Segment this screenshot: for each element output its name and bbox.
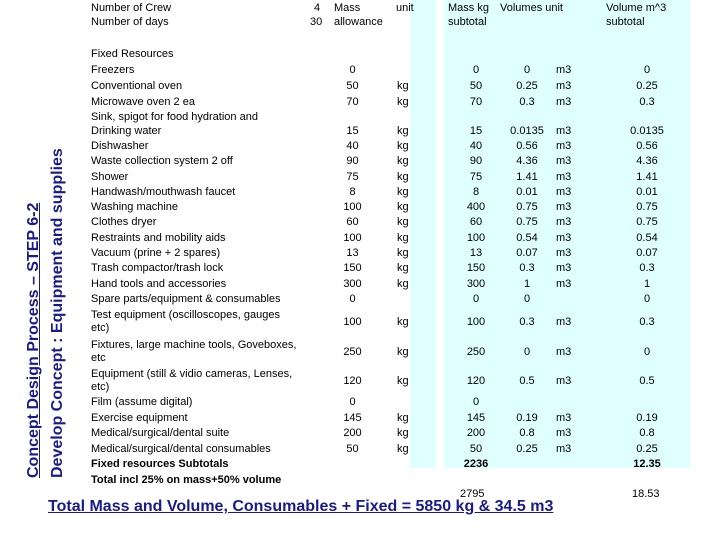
side-title	[22, 0, 72, 478]
volume-total: 18.53	[632, 488, 660, 500]
row-mass: 13	[346, 247, 359, 259]
row-mass-unit: kg	[397, 96, 409, 108]
mass-column-highlight	[410, 0, 436, 468]
crew-value: 4	[314, 2, 321, 14]
row-volume: 0.0135	[510, 125, 544, 137]
row-mass: 0	[349, 293, 356, 305]
row-name: Hand tools and accessories	[91, 278, 227, 290]
row-mass-subtotal: 0	[472, 64, 480, 76]
days-label: Number of days	[91, 16, 169, 28]
row-name: Restraints and mobility aids	[91, 232, 226, 244]
row-volume-unit: m3	[556, 80, 572, 92]
row-mass-subtotal: 50	[469, 80, 483, 92]
row-mass: 100	[343, 316, 362, 328]
row-volume-subtotal: 0.8	[639, 427, 655, 439]
row-volume-unit: m3	[556, 155, 572, 167]
row-volume: 0	[523, 64, 531, 76]
row-mass-subtotal: 120	[466, 375, 486, 387]
row-mass-unit: kg	[397, 216, 409, 228]
row-mass-subtotal: 400	[466, 201, 486, 213]
side-title-line2: Develop Concept : Equipment and supplies	[49, 148, 66, 478]
row-name: Test equipment (oscilloscopes, gauges etc)	[91, 309, 280, 334]
volumes-header: Volumes unit	[500, 2, 563, 14]
row-mass-subtotal: 70	[469, 96, 483, 108]
row-volume-subtotal: 0.25	[636, 443, 658, 455]
row-volume-unit: m3	[556, 186, 572, 198]
row-mass-unit: kg	[397, 262, 409, 274]
row-volume: 0.3	[519, 316, 535, 328]
row-volume-subtotal: 0.75	[636, 216, 658, 228]
row-mass-unit: kg	[397, 155, 409, 167]
row-name: Fixed Resources	[91, 48, 174, 60]
row-name: Waste collection system 2 off	[91, 155, 233, 167]
row-mass-subtotal: 0	[472, 293, 480, 305]
row-volume-subtotal: 0	[643, 293, 651, 305]
row-volume-subtotal: 1	[643, 278, 651, 290]
row-volume-subtotal: 0.3	[639, 262, 655, 274]
row-volume-subtotal: 0.5	[639, 375, 655, 387]
row-mass: 0	[349, 396, 356, 408]
volume-subtotal-header: subtotal	[606, 16, 645, 28]
row-mass: 70	[346, 96, 359, 108]
row-volume-subtotal: 0.54	[636, 232, 658, 244]
row-mass: 8	[349, 186, 356, 198]
row-volume: 0.75	[516, 201, 538, 213]
row-name: Exercise equipment	[91, 412, 188, 424]
row-mass-subtotal: 100	[466, 316, 486, 328]
row-volume: 0	[523, 293, 531, 305]
row-mass-unit: kg	[397, 346, 409, 358]
row-volume: 0.3	[519, 96, 535, 108]
row-mass: 60	[346, 216, 359, 228]
row-mass: 0	[349, 64, 356, 76]
row-mass-subtotal: 100	[466, 232, 486, 244]
row-mass: 100	[343, 232, 362, 244]
row-volume-unit: m3	[556, 247, 572, 259]
row-mass-unit: kg	[397, 278, 409, 290]
row-mass-subtotal: 15	[469, 125, 483, 137]
row-mass-unit: kg	[397, 316, 409, 328]
row-mass-subtotal: 50	[469, 443, 483, 455]
row-volume: 0.5	[519, 375, 535, 387]
row-volume-subtotal: 0.25	[636, 80, 658, 92]
row-name: Fixed resources Subtotals	[91, 458, 229, 470]
row-name: Vacuum (prine + 2 spares)	[91, 247, 221, 259]
row-volume-subtotal: 0.19	[636, 412, 658, 424]
row-volume: 0.3	[519, 262, 535, 274]
row-name: Film (assume digital)	[91, 396, 193, 408]
row-mass: 300	[343, 278, 362, 290]
row-volume-unit: m3	[556, 140, 572, 152]
row-volume-subtotal: 0	[643, 64, 651, 76]
row-mass-unit: kg	[397, 125, 409, 137]
days-value: 30	[310, 16, 323, 28]
row-name: Drinking water	[91, 125, 162, 137]
row-mass-unit: kg	[397, 247, 409, 259]
row-volume: 0.07	[516, 247, 538, 259]
row-mass-subtotal: 40	[469, 140, 483, 152]
row-name: Microwave oven 2 ea	[91, 96, 195, 108]
row-mass: 145	[343, 412, 362, 424]
row-mass-subtotal: 75	[469, 171, 483, 183]
row-volume-unit: m3	[556, 232, 572, 244]
row-volume-subtotal: 0.0135	[630, 125, 664, 137]
mass-subtotal-header: subtotal	[448, 16, 487, 28]
row-mass: 200	[343, 427, 362, 439]
row-mass: 90	[346, 155, 359, 167]
unit-header: unit	[396, 2, 414, 14]
row-volume-unit: m3	[556, 346, 572, 358]
row-volume-unit: m3	[556, 316, 572, 328]
total-banner: Total Mass and Volume, Consumables + Fixed = 5850 kg & 34.5 m3	[48, 498, 554, 515]
row-mass-unit: kg	[397, 80, 409, 92]
row-volume: 4.36	[516, 155, 538, 167]
row-name: Dishwasher	[91, 140, 149, 152]
row-mass: 40	[346, 140, 359, 152]
row-mass-subtotal: 145	[466, 412, 486, 424]
row-mass-unit: kg	[397, 232, 409, 244]
row-name: Washing machine	[91, 201, 179, 213]
row-volume-subtotal: 0	[643, 346, 651, 358]
side-title-line1: Concept Design Process – STEP 6-2	[25, 202, 42, 478]
row-mass-subtotal: 13	[469, 247, 483, 259]
row-volume: 0.25	[516, 443, 538, 455]
row-volume: 0.19	[516, 412, 538, 424]
row-name: Spare parts/equipment & consumables	[91, 293, 281, 305]
row-mass-subtotal: 2236	[463, 458, 489, 470]
row-volume-unit: m3	[556, 412, 572, 424]
row-mass: 250	[343, 346, 362, 358]
row-mass-subtotal: 200	[466, 427, 486, 439]
row-volume-unit: m3	[556, 443, 572, 455]
row-mass-unit: kg	[397, 201, 409, 213]
allowance-header: allowance	[334, 16, 383, 28]
row-volume-subtotal: 0.3	[639, 316, 655, 328]
row-name: Fixtures, large machine tools, Goveboxes, etc	[91, 339, 297, 364]
row-mass-subtotal: 250	[466, 346, 486, 358]
row-volume-unit: m3	[556, 125, 572, 137]
mass-total: 2795	[460, 488, 485, 500]
row-name: Trash compactor/trash lock	[91, 262, 224, 274]
row-mass-subtotal: 60	[469, 216, 483, 228]
row-volume-unit: m3	[556, 278, 572, 290]
row-volume: 0.54	[516, 232, 538, 244]
row-mass: 120	[343, 375, 362, 387]
row-volume-unit: m3	[556, 96, 572, 108]
row-volume-subtotal: 12.35	[633, 458, 661, 470]
mass-header: Mass	[334, 2, 361, 14]
row-volume: 0.25	[516, 80, 538, 92]
row-name: Equipment (still & vidio cameras, Lenses, etc)	[91, 368, 293, 393]
row-volume-subtotal: 1.41	[636, 171, 658, 183]
row-volume: 0.56	[516, 140, 538, 152]
row-mass-unit: kg	[397, 412, 409, 424]
row-mass-unit: kg	[397, 375, 409, 387]
crew-label: Number of Crew	[91, 2, 172, 14]
row-name: Total incl 25% on mass+50% volume	[91, 474, 282, 486]
row-volume-unit: m3	[556, 171, 572, 183]
row-volume: 1	[523, 278, 531, 290]
row-name: Conventional oven	[91, 80, 183, 92]
row-volume: 0.75	[516, 216, 538, 228]
row-volume-unit: m3	[556, 216, 572, 228]
row-mass-subtotal: 8	[472, 186, 480, 198]
row-mass-subtotal: 0	[472, 396, 480, 408]
row-volume-unit: m3	[556, 262, 572, 274]
row-mass-unit: kg	[397, 186, 409, 198]
row-mass-unit: kg	[397, 140, 409, 152]
row-name: Medical/surgical/dental consumables	[91, 443, 271, 455]
row-mass: 50	[346, 443, 359, 455]
row-name: Clothes dryer	[91, 216, 157, 228]
row-mass-unit: kg	[397, 427, 409, 439]
row-volume: 0.01	[516, 186, 538, 198]
row-volume-unit: m3	[556, 427, 572, 439]
mass-kg-header: Mass kg	[448, 2, 489, 14]
row-mass: 15	[346, 125, 359, 137]
row-name: Sink, spigot for food hydration and	[91, 111, 258, 123]
volume-m3-header: Volume m^3	[606, 2, 667, 14]
row-volume-subtotal: 0.56	[636, 140, 658, 152]
row-mass: 150	[343, 262, 362, 274]
row-volume-subtotal: 0.07	[636, 247, 658, 259]
row-name: Shower	[91, 171, 129, 183]
row-volume: 1.41	[516, 171, 538, 183]
row-name: Handwash/mouthwash faucet	[91, 186, 236, 198]
row-volume-unit: m3	[556, 64, 572, 76]
row-name: Medical/surgical/dental suite	[91, 427, 230, 439]
row-name: Freezers	[91, 64, 135, 76]
row-mass: 100	[343, 201, 362, 213]
row-mass: 50	[346, 80, 359, 92]
row-volume-unit: m3	[556, 201, 572, 213]
row-mass-subtotal: 300	[466, 278, 486, 290]
row-volume-unit: m3	[556, 375, 572, 387]
row-volume: 0.8	[519, 427, 535, 439]
row-mass-unit: kg	[397, 171, 409, 183]
row-mass-subtotal: 150	[466, 262, 486, 274]
row-mass-subtotal: 90	[469, 155, 483, 167]
row-volume-subtotal: 4.36	[636, 155, 658, 167]
row-volume: 0	[523, 346, 531, 358]
row-volume-subtotal: 0.3	[639, 96, 655, 108]
row-mass: 75	[346, 171, 359, 183]
row-volume-subtotal: 0.75	[636, 201, 658, 213]
row-volume-subtotal: 0.01	[636, 186, 658, 198]
row-mass-unit: kg	[397, 443, 409, 455]
